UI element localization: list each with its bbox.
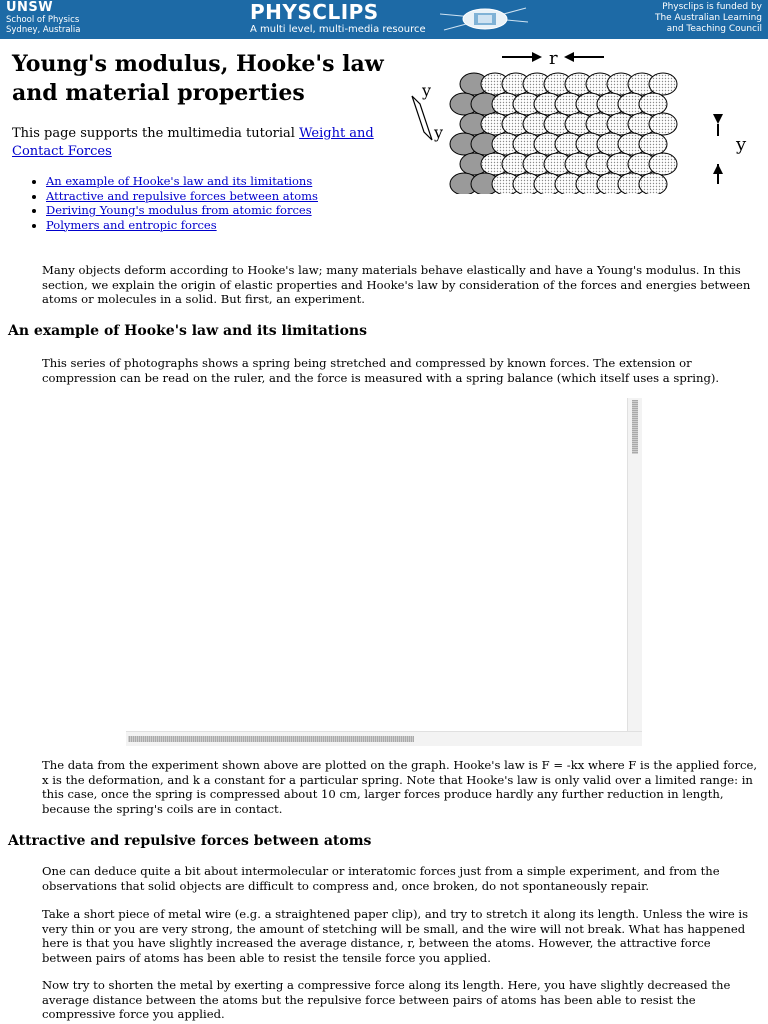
label-y-top: y bbox=[422, 81, 432, 100]
heading-forces: Attractive and repulsive forces between atoms bbox=[8, 833, 372, 849]
funding-line-2: The Australian Learning bbox=[654, 13, 762, 23]
y-arrows bbox=[713, 114, 723, 184]
satellite-icon bbox=[440, 0, 530, 39]
table-of-contents bbox=[12, 174, 446, 232]
shorten-paragraph: Now try to shorten the metal by exerting a compressive force along its length. Here, you have slightly decreased the average distance between the atoms but the repulsive force between pairs of atoms has been able to resist the compressive force you applied. bbox=[42, 978, 731, 1022]
support-prefix: This page supports the multimedia tutorial bbox=[12, 126, 300, 141]
label-y-side: y bbox=[434, 123, 444, 142]
unsw-logo[interactable] bbox=[6, 1, 80, 35]
funding-line-3: and Teaching Council bbox=[666, 24, 762, 34]
vertical-scroll-thumb[interactable] bbox=[632, 400, 638, 454]
support-text bbox=[12, 125, 412, 161]
label-y-right: y bbox=[736, 134, 747, 155]
school-location: Sydney, Australia bbox=[6, 25, 81, 35]
atom bbox=[639, 173, 667, 194]
toc-item bbox=[46, 174, 446, 189]
toc-link-youngs[interactable]: Deriving Young's modulus from atomic forces bbox=[46, 203, 312, 217]
toc-item bbox=[46, 203, 446, 218]
toc-link-hooke[interactable]: An example of Hooke's law and its limitations bbox=[46, 174, 313, 188]
physclips-title: PHYSCLIPS bbox=[250, 0, 379, 24]
atomic-lattice-figure bbox=[406, 44, 762, 194]
funding-line-1: Physclips is funded by bbox=[662, 2, 762, 12]
label-r: r bbox=[549, 48, 558, 69]
site-banner bbox=[0, 0, 768, 39]
unsw-name: UNSW bbox=[6, 0, 54, 15]
data-paragraph: The data from the experiment shown above are plotted on the graph. Hooke's law is F = -kx where F is the applied force, x is the deformation, and k a constant for a particular spring. Note that Hooke's law is only valid over a limited range: in this case, once the spring is compressed about 10 cm, larger forces produce hardly any further reduction in length, because the spring's coils are in contact. bbox=[42, 758, 758, 816]
tutorial-link[interactable]: Weight and Contact Forces bbox=[12, 126, 374, 159]
embedded-media-frame[interactable] bbox=[126, 398, 644, 746]
funding-note bbox=[655, 2, 762, 35]
atom bbox=[649, 153, 677, 175]
deduce-paragraph: One can deduce quite a bit about intermolecular or interatomic forces just from a simple experiment, and from the observations that solid objects are difficult to compress and, once broken, do not spontaneously repair. bbox=[42, 864, 720, 893]
vertical-scrollbar[interactable] bbox=[627, 398, 642, 732]
atom bbox=[639, 93, 667, 115]
horizontal-scroll-thumb[interactable] bbox=[128, 736, 414, 742]
scrollbar-corner bbox=[628, 732, 642, 746]
lattice-atoms bbox=[450, 73, 677, 194]
horizontal-scrollbar[interactable] bbox=[126, 731, 642, 746]
heading-hooke: An example of Hooke's law and its limitations bbox=[8, 323, 367, 339]
atom bbox=[649, 73, 677, 95]
wire-paragraph: Take a short piece of metal wire (e.g. a straightened paper clip), and try to stretch it along its length. Unless the wire is very thin or you are very strong, the amount of stetching will be small, and the wire will not break. What has happened here is that you have slightly increased the average distance, r, between the atoms. However, the attractive force between pairs of atoms has been able to resist the tensile force you applied. bbox=[42, 907, 749, 965]
physclips-tagline: A multi level, multi-media resource bbox=[250, 24, 426, 35]
toc-item bbox=[46, 218, 446, 233]
intro-paragraph: Many objects deform according to Hooke's law; many materials behave elastically and have a Young's modulus. In this section, we explain the origin of elastic properties and Hooke's law by consideration of the forces and energies between atoms or molecules in a solid. But first, an experiment. bbox=[42, 263, 751, 307]
toc-item bbox=[46, 189, 446, 204]
physclips-logo[interactable] bbox=[250, 0, 450, 36]
school-name: School of Physics bbox=[6, 15, 80, 25]
photos-paragraph: This series of photographs shows a spring being stretched and compressed by known forces. The extension or compression can be read on the ruler, and the force is measured with a spring balance (which itself uses a spring). bbox=[42, 356, 720, 385]
face-parallelogram bbox=[412, 96, 432, 140]
toc-link-forces[interactable]: Attractive and repulsive forces between atoms bbox=[46, 188, 318, 203]
page-title: Young's modulus, Hooke's law and material properties bbox=[12, 51, 384, 106]
toc-link-polymers[interactable]: Polymers and entropic forces bbox=[46, 217, 217, 232]
atom bbox=[639, 133, 667, 155]
atom bbox=[649, 113, 677, 135]
